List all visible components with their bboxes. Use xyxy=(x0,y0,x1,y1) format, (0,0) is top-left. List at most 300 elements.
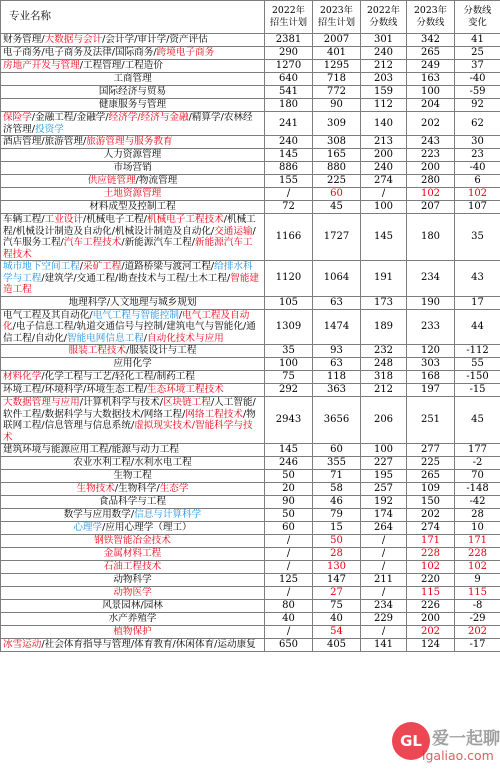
plan-2022-cell: 886 xyxy=(265,162,313,175)
score-change-cell: 37 xyxy=(455,60,500,73)
major-name-cell xyxy=(1,99,265,112)
plan-2023-cell: 225 xyxy=(313,175,361,188)
header-major-name: 专业名称 xyxy=(1,1,265,34)
major-name-segment: /物联网工程/信息管理与信息系统/ xyxy=(3,408,256,431)
major-name-segment: 酒店管理/旅游管理/ xyxy=(3,136,87,148)
score-2023-cell: 171 xyxy=(407,535,455,548)
plan-2022-cell: 290 xyxy=(265,47,313,60)
score-2023-cell: 190 xyxy=(407,296,455,309)
major-name-cell xyxy=(1,201,265,214)
score-change-cell: -150 xyxy=(455,371,500,384)
plan-2022-cell: 241 xyxy=(265,112,313,136)
plan-2022-cell: 145 xyxy=(265,444,313,457)
header-plan-2022: 2022年 招生计划 xyxy=(265,1,313,34)
major-name-segment: /工程管理/工程造价 xyxy=(79,60,163,72)
major-name-segment: 投资学 xyxy=(35,123,64,135)
score-2022-cell: 200 xyxy=(361,149,407,162)
plan-2022-cell: 1166 xyxy=(265,214,313,261)
score-2023-cell: 233 xyxy=(407,309,455,345)
table-row xyxy=(1,261,500,297)
major-name-cell xyxy=(1,345,265,358)
plan-2022-cell: 145 xyxy=(265,149,313,162)
plan-2023-cell: 165 xyxy=(313,149,361,162)
score-2023-cell: 124 xyxy=(407,639,455,652)
major-name-segment: /计算机科学与技术/ xyxy=(79,397,163,408)
major-name-segment: 材料成型及控制工程 xyxy=(89,201,176,213)
watermark-badge-icon: GL xyxy=(392,722,430,760)
score-2023-cell: 277 xyxy=(407,444,455,457)
plan-2023-cell: 363 xyxy=(313,384,361,397)
major-name-segment: 机械电子工程技术 xyxy=(147,214,224,225)
score-2023-cell: 120 xyxy=(407,345,455,358)
major-name-segment: 财务管理/ xyxy=(3,34,45,46)
major-name-cell xyxy=(1,60,265,73)
table-row xyxy=(1,112,500,136)
major-name-cell xyxy=(1,548,265,561)
plan-2022-cell: 2943 xyxy=(265,397,313,444)
major-name-segment: 电气工程与智能控制 xyxy=(92,309,179,321)
score-2022-cell: 264 xyxy=(361,522,407,535)
major-name-segment: 大数据管理与应用 xyxy=(3,397,80,408)
score-2023-cell: 150 xyxy=(407,496,455,509)
score-2023-cell: 197 xyxy=(407,384,455,397)
major-name-segment: 冰雪运动 xyxy=(3,639,42,651)
major-name-segment: 人力资源管理 xyxy=(103,149,162,161)
score-change-cell: 23 xyxy=(455,149,500,162)
table-row xyxy=(1,384,500,397)
major-name-segment: 数学与应用数学/ xyxy=(63,509,135,521)
plan-2022-cell: / xyxy=(265,535,313,548)
table-row xyxy=(1,522,500,535)
plan-2023-cell: 1064 xyxy=(313,261,361,297)
table-row xyxy=(1,626,500,639)
plan-2022-cell: / xyxy=(265,548,313,561)
score-change-cell: -40 xyxy=(455,73,500,86)
plan-2023-cell: 3656 xyxy=(313,397,361,444)
major-name-segment: /精算学/农林经济管理/ xyxy=(3,112,253,135)
major-name-cell xyxy=(1,296,265,309)
plan-2022-cell: / xyxy=(265,587,313,600)
major-name-segment: /道路桥梁与渡河工程/ xyxy=(121,261,215,272)
plan-2023-cell: 28 xyxy=(313,548,361,561)
major-name-segment: 钢铁智能冶金技术 xyxy=(94,535,171,547)
table-row xyxy=(1,358,500,371)
score-change-cell: -29 xyxy=(455,613,500,626)
major-name-segment: /化学工程与工艺/轻化工程/制药工程 xyxy=(41,371,195,383)
score-change-cell: 10 xyxy=(455,522,500,535)
score-change-cell: 102 xyxy=(455,561,500,574)
major-name-segment: /机械电子工程/ xyxy=(82,214,148,225)
major-name-segment: / xyxy=(79,261,83,272)
plan-2023-cell: 60 xyxy=(313,444,361,457)
score-change-cell: -2 xyxy=(455,457,500,470)
major-name-segment: 车辆工程/ xyxy=(3,214,45,225)
score-2023-cell: 115 xyxy=(407,587,455,600)
score-2022-cell: 141 xyxy=(361,639,407,652)
table-row xyxy=(1,86,500,99)
major-name-segment: 给排水科学与工程 xyxy=(3,261,253,284)
major-name-segment: 土地资源管理 xyxy=(103,188,162,200)
score-2022-cell: 203 xyxy=(361,73,407,86)
score-change-cell: 202 xyxy=(455,626,500,639)
score-2023-cell: 280 xyxy=(407,175,455,188)
major-name-cell xyxy=(1,587,265,600)
plan-2022-cell: / xyxy=(265,188,313,201)
plan-2023-cell: 60 xyxy=(313,188,361,201)
plan-2023-cell: 63 xyxy=(313,296,361,309)
score-2022-cell: 301 xyxy=(361,34,407,47)
major-name-segment: 健康服务与管理 xyxy=(98,99,167,111)
score-2022-cell: 240 xyxy=(361,162,407,175)
table-row xyxy=(1,587,500,600)
table-row xyxy=(1,99,500,112)
major-name-segment: /建筑学/交通工程/勘查技术与工程/土木工程/ xyxy=(41,272,231,284)
major-name-segment: 电子商务/电子商务及法律/国际商务/ xyxy=(3,47,157,59)
score-2023-cell: 207 xyxy=(407,201,455,214)
major-name-segment: 电气工程及自动化 xyxy=(3,309,250,332)
major-name-segment: /金融工程/金融学/ xyxy=(31,112,109,123)
watermark-url: igaliao.com xyxy=(422,748,494,763)
score-change-cell: -40 xyxy=(455,162,500,175)
score-2023-cell: 251 xyxy=(407,397,455,444)
plan-2023-cell: 93 xyxy=(313,345,361,358)
score-2023-cell: 200 xyxy=(407,613,455,626)
score-2022-cell: / xyxy=(361,626,407,639)
score-2023-cell: 102 xyxy=(407,561,455,574)
plan-2022-cell: 100 xyxy=(265,358,313,371)
score-change-cell: -112 xyxy=(455,345,500,358)
major-name-segment: 工业设计 xyxy=(44,214,83,225)
score-2023-cell: 234 xyxy=(407,261,455,297)
major-name-cell xyxy=(1,112,265,136)
major-name-cell xyxy=(1,639,265,652)
score-2022-cell: 173 xyxy=(361,296,407,309)
plan-2022-cell: 75 xyxy=(265,371,313,384)
major-name-cell xyxy=(1,309,265,345)
plan-2022-cell: 1309 xyxy=(265,309,313,345)
table-row xyxy=(1,188,500,201)
table-row xyxy=(1,496,500,509)
major-name-cell xyxy=(1,86,265,99)
score-change-cell: -59 xyxy=(455,86,500,99)
score-2022-cell: / xyxy=(361,535,407,548)
plan-2022-cell: 640 xyxy=(265,73,313,86)
score-2022-cell: 206 xyxy=(361,397,407,444)
major-name-segment: 区块链工程 xyxy=(162,397,211,408)
plan-2022-cell: 240 xyxy=(265,136,313,149)
table-row xyxy=(1,60,500,73)
major-name-segment: 市场营销 xyxy=(113,162,152,174)
major-name-cell xyxy=(1,626,265,639)
major-name-segment: 食品科学与工程 xyxy=(98,496,167,508)
score-2023-cell: 204 xyxy=(407,99,455,112)
major-name-segment: / xyxy=(178,309,183,321)
table-row xyxy=(1,175,500,188)
score-2022-cell: 211 xyxy=(361,574,407,587)
major-name-cell xyxy=(1,371,265,384)
plan-2023-cell: 718 xyxy=(313,73,361,86)
plan-2022-cell: 650 xyxy=(265,639,313,652)
table-row xyxy=(1,149,500,162)
plan-2023-cell: 71 xyxy=(313,470,361,483)
major-name-cell xyxy=(1,149,265,162)
major-name-cell xyxy=(1,358,265,371)
major-name-cell xyxy=(1,600,265,613)
plan-2023-cell: 1727 xyxy=(313,214,361,261)
table-row xyxy=(1,574,500,587)
score-2022-cell: 192 xyxy=(361,496,407,509)
major-name-segment: 工商管理 xyxy=(113,73,152,85)
plan-2023-cell: 1295 xyxy=(313,60,361,73)
header-score-change: 分数线 变化 xyxy=(455,1,500,34)
plan-2022-cell: 50 xyxy=(265,470,313,483)
major-name-segment: 金属材料工程 xyxy=(103,548,162,560)
major-name-cell xyxy=(1,136,265,149)
score-2023-cell: 342 xyxy=(407,34,455,47)
major-name-segment: 经济学/经济与金融 xyxy=(108,112,189,123)
plan-2023-cell: 79 xyxy=(313,509,361,522)
plan-2022-cell: / xyxy=(265,561,313,574)
table-row xyxy=(1,309,500,345)
score-2023-cell: 202 xyxy=(407,626,455,639)
plan-2023-cell: 401 xyxy=(313,47,361,60)
major-name-segment: 国际经济与贸易 xyxy=(98,86,167,98)
score-2023-cell: 243 xyxy=(407,136,455,149)
score-2022-cell: 140 xyxy=(361,112,407,136)
score-2023-cell: 265 xyxy=(407,470,455,483)
major-name-segment: 应用化学 xyxy=(113,358,152,370)
score-change-cell: 228 xyxy=(455,548,500,561)
major-name-segment: 建筑环境与能源应用工程/能源与动力工程 xyxy=(3,444,179,456)
major-name-segment: 网络工程技术 xyxy=(185,408,243,420)
major-name-cell xyxy=(1,397,265,444)
major-name-cell xyxy=(1,457,265,470)
score-2022-cell: 100 xyxy=(361,444,407,457)
score-change-cell: 17 xyxy=(455,296,500,309)
plan-2022-cell: 80 xyxy=(265,600,313,613)
header-score-2023: 2023年 分数线 xyxy=(407,1,455,34)
table-row xyxy=(1,136,500,149)
major-name-segment: 心理学 xyxy=(73,522,103,534)
header-plan-2023: 2023年 招生计划 xyxy=(313,1,361,34)
major-name-segment: 服装工程技术 xyxy=(68,345,127,357)
table-row xyxy=(1,483,500,496)
major-name-segment: 房地产开发与管理 xyxy=(3,60,80,72)
major-name-segment: 供应链管理 xyxy=(87,175,136,187)
major-name-cell xyxy=(1,509,265,522)
score-2022-cell: 257 xyxy=(361,483,407,496)
plan-2022-cell: 246 xyxy=(265,457,313,470)
score-2023-cell: 202 xyxy=(407,509,455,522)
major-name-segment: /电子信息工程/轨道交通信号与控制/建筑电气与智能化/通信工程/自动化/ xyxy=(3,321,256,344)
score-2023-cell: 100 xyxy=(407,86,455,99)
score-2022-cell: 240 xyxy=(361,47,407,60)
major-name-segment: 智能电网信息工程 xyxy=(67,332,144,344)
plan-2023-cell: 63 xyxy=(313,358,361,371)
plan-2022-cell: 50 xyxy=(265,509,313,522)
table-row xyxy=(1,639,500,652)
score-2022-cell: / xyxy=(361,561,407,574)
table-row xyxy=(1,561,500,574)
major-name-cell xyxy=(1,613,265,626)
score-change-cell: 55 xyxy=(455,358,500,371)
plan-2023-cell: 50 xyxy=(313,535,361,548)
score-2022-cell: 234 xyxy=(361,600,407,613)
major-name-segment: 水产养殖学 xyxy=(108,613,157,625)
watermark-logo xyxy=(392,722,500,774)
table-row xyxy=(1,457,500,470)
major-name-segment: 材料化学 xyxy=(3,371,42,383)
score-change-cell: 44 xyxy=(455,309,500,345)
major-name-segment: 汽车工程技术 xyxy=(63,237,122,248)
plan-2023-cell: 15 xyxy=(313,522,361,535)
major-name-segment: /会计学/审计学/资产评估 xyxy=(102,34,208,46)
score-change-cell: 177 xyxy=(455,444,500,457)
major-name-segment: 虚拟现实技术/智能科学与技术 xyxy=(3,420,253,443)
major-name-segment: /服装设计与工程 xyxy=(126,345,197,357)
score-change-cell: -148 xyxy=(455,483,500,496)
major-name-cell xyxy=(1,522,265,535)
plan-2023-cell: 309 xyxy=(313,112,361,136)
score-change-cell: 35 xyxy=(455,214,500,261)
major-name-cell xyxy=(1,561,265,574)
plan-2022-cell: 72 xyxy=(265,201,313,214)
plan-2022-cell: 1270 xyxy=(265,60,313,73)
table-row xyxy=(1,34,500,47)
score-change-cell: 70 xyxy=(455,470,500,483)
table-row xyxy=(1,296,500,309)
score-change-cell: 171 xyxy=(455,535,500,548)
major-name-segment: /人工智能/软件工程/数据科学与大数据技术/网络工程/ xyxy=(3,397,256,420)
score-change-cell: 92 xyxy=(455,99,500,112)
score-2023-cell: 249 xyxy=(407,60,455,73)
score-2022-cell: / xyxy=(361,587,407,600)
plan-2022-cell: 90 xyxy=(265,496,313,509)
score-2022-cell: 212 xyxy=(361,60,407,73)
major-name-segment: 动物科学 xyxy=(113,574,152,586)
table-row xyxy=(1,535,500,548)
plan-2023-cell: 147 xyxy=(313,574,361,587)
score-2022-cell: 274 xyxy=(361,175,407,188)
major-name-cell xyxy=(1,188,265,201)
major-name-cell xyxy=(1,444,265,457)
plan-2022-cell: 2381 xyxy=(265,34,313,47)
plan-2023-cell: 46 xyxy=(313,496,361,509)
table-row xyxy=(1,548,500,561)
major-name-cell xyxy=(1,470,265,483)
major-name-segment: 地理科学/人文地理与城乡规划 xyxy=(68,296,197,308)
major-name-cell xyxy=(1,261,265,297)
table-body xyxy=(1,34,500,652)
score-2022-cell: 248 xyxy=(361,358,407,371)
plan-2023-cell: 1474 xyxy=(313,309,361,345)
major-name-cell xyxy=(1,175,265,188)
score-2022-cell: 229 xyxy=(361,613,407,626)
major-name-segment: /生物科学/ xyxy=(114,483,160,495)
major-name-segment: 生态环境工程技术 xyxy=(147,384,224,396)
major-name-segment: / xyxy=(143,332,148,344)
plan-2022-cell: 1120 xyxy=(265,261,313,297)
table-row xyxy=(1,470,500,483)
score-change-cell: -15 xyxy=(455,384,500,397)
score-change-cell: -17 xyxy=(455,639,500,652)
plan-2022-cell: 541 xyxy=(265,86,313,99)
major-name-segment: 智能建造工程 xyxy=(3,272,260,295)
major-name-segment: /应用心理学（理工） xyxy=(102,522,192,534)
score-2023-cell: 180 xyxy=(407,214,455,261)
score-2022-cell: 318 xyxy=(361,371,407,384)
score-2023-cell: 265 xyxy=(407,47,455,60)
major-name-segment: /汽车服务工程/ xyxy=(3,225,256,248)
score-2023-cell: 168 xyxy=(407,371,455,384)
score-2022-cell: 159 xyxy=(361,86,407,99)
plan-2023-cell: 58 xyxy=(313,483,361,496)
plan-2022-cell: 35 xyxy=(265,345,313,358)
major-name-cell xyxy=(1,47,265,60)
plan-2023-cell: 45 xyxy=(313,201,361,214)
score-change-cell: 115 xyxy=(455,587,500,600)
major-name-segment: 生物技术 xyxy=(76,483,115,495)
major-name-cell xyxy=(1,496,265,509)
score-2022-cell: 189 xyxy=(361,309,407,345)
major-name-cell xyxy=(1,214,265,261)
score-change-cell: 6 xyxy=(455,175,500,188)
plan-2023-cell: 772 xyxy=(313,86,361,99)
plan-2023-cell: 27 xyxy=(313,587,361,600)
major-name-segment: 动物医学 xyxy=(113,587,152,599)
major-name-segment: 风景园林/园林 xyxy=(102,600,163,612)
score-change-cell: 107 xyxy=(455,201,500,214)
table-row xyxy=(1,371,500,384)
plan-2023-cell: 880 xyxy=(313,162,361,175)
score-change-cell: 102 xyxy=(455,188,500,201)
major-name-segment: 电气工程及其自动化/ xyxy=(3,309,93,321)
score-change-cell: 9 xyxy=(455,574,500,587)
score-change-cell: -8 xyxy=(455,600,500,613)
table-row xyxy=(1,201,500,214)
major-name-cell xyxy=(1,574,265,587)
score-2022-cell: 232 xyxy=(361,345,407,358)
major-name-segment: 旅游管理与服务教育 xyxy=(86,136,173,148)
score-change-cell: 43 xyxy=(455,261,500,297)
table-row xyxy=(1,509,500,522)
plan-2022-cell: 292 xyxy=(265,384,313,397)
table-row xyxy=(1,73,500,86)
score-2022-cell: / xyxy=(361,188,407,201)
score-2023-cell: 109 xyxy=(407,483,455,496)
major-name-segment: 生态学 xyxy=(159,483,189,495)
score-change-cell: 41 xyxy=(455,34,500,47)
plan-2023-cell: 405 xyxy=(313,639,361,652)
major-name-segment: /机械工程/机械设计制造及自动化/机械设计制造及自动化/ xyxy=(3,214,256,237)
plan-2022-cell: 60 xyxy=(265,522,313,535)
major-name-cell xyxy=(1,535,265,548)
major-name-segment: /新能源汽车工程/ xyxy=(121,237,195,248)
plan-2023-cell: 355 xyxy=(313,457,361,470)
watermark-site-name: 爱一起聊 xyxy=(432,729,500,749)
major-name-cell xyxy=(1,384,265,397)
major-name-segment: /物流管理 xyxy=(135,175,178,187)
header-score-2022: 2022年 分数线 xyxy=(361,1,407,34)
score-2023-cell: 220 xyxy=(407,574,455,587)
score-change-cell: 30 xyxy=(455,136,500,149)
score-change-cell: 25 xyxy=(455,47,500,60)
score-2023-cell: 163 xyxy=(407,73,455,86)
plan-2023-cell: 40 xyxy=(313,613,361,626)
score-2022-cell: 112 xyxy=(361,99,407,112)
major-name-segment: /社会体育指导与管理/体育教育/休闲体育/运动康复 xyxy=(41,639,256,651)
score-2022-cell: 145 xyxy=(361,214,407,261)
